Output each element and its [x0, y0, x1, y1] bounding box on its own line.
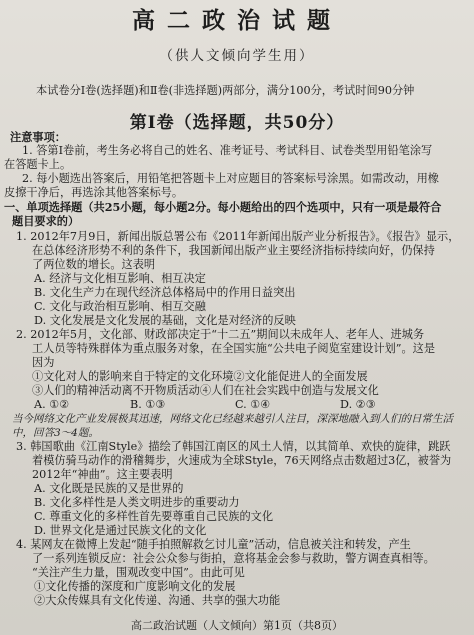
notes-heading: 注意事项： [10, 130, 66, 144]
q4-stem: 4. 某网友在微博上发起“随手拍照解救乞讨儿童”活动，信息被关注和转发，产生 [16, 538, 411, 551]
q2-stem: 因为 [32, 356, 55, 369]
handwritten-note: 当今网络文化产业发展极其迅速，网络文化已经越来越引人注目，深深地融入到人们的日常生活 [12, 413, 453, 425]
q2-stem: 工人员等特殊群体为重点服务对象，在全国实施“公共电子阅览室建设计划”。这是 [32, 342, 436, 355]
q1-stem: 在总体经济形势不利的条件下，我国新闻出版产业主要经济指标持续向好，仍保持 [32, 244, 435, 257]
q3-stem: 3. 韩国歌曲《江南Style》描绘了韩国江南区的风土人情，以其简单、欢快的旋律，跳跃 [16, 440, 451, 453]
exam-subtitle: （供人文倾向学生用） [159, 48, 315, 64]
q2-choice-a: A. ①② [34, 398, 70, 411]
q2-choice-b: B. ①③ [130, 398, 166, 411]
q1-stem: 1. 2012年7月9日，新闻出版总署公布《2011年新闻出版产业分析报告》。《报告》显示， [16, 230, 460, 243]
q1-option: C. 文化与政治相互影响、相互交融 [34, 300, 206, 313]
notes-line: 1. 答第Ⅰ卷前，考生务必将自己的姓名、准考证号、考试科目、试卷类型用铅笔涂写 [22, 144, 433, 157]
q4-option: ①文化传播的深度和广度影响文化的发展 [34, 580, 236, 593]
q2-choice-c: C. ①④ [235, 398, 271, 411]
q2-choice-d: D. ②③ [340, 398, 376, 411]
section-title: 第Ⅰ卷（选择题，共50分） [129, 113, 345, 133]
notes-line: 皮擦干净后，再选涂其他答案标号。 [4, 186, 184, 199]
exam-intro: 本试卷分Ⅰ卷(选择题)和Ⅱ卷(非选择题)两部分，满分100分，考试时间90分钟 [36, 84, 415, 97]
q3-option: B. 文化多样性是人类文明进步的重要动力 [34, 496, 240, 509]
q1-option: A. 经济与文化相互影响、相互决定 [34, 272, 206, 285]
q1-stem: 了两位数的增长。这表明 [32, 258, 156, 271]
page-footer: 高二政治试题（人文倾向）第1页（共8页） [131, 619, 343, 632]
q3-option: D. 世界文化是通过民族文化的文化 [34, 524, 207, 537]
part1-heading: 一、单项选择题（共25小题，每小题2分。每小题给出的四个选项中，只有一项是最符合 [4, 200, 442, 214]
q2-stem: 2. 2012年5月，文化部、财政部决定于“十二五”期间以未成年人、老年人、进城务 [16, 328, 425, 341]
q2-statements: ①文化对人的影响来自于特定的文化环境②文化能促进人的全面发展 [32, 370, 368, 383]
q1-option: B. 文化生产力在现代经济总体格局中的作用日益突出 [34, 286, 296, 299]
notes-line: 2. 每小题选出答案后，用铅笔把答题卡上对应题目的答案标号涂黑。如需改动，用橡 [22, 172, 439, 185]
q3-option: C. 尊重文化的多样性首先要尊重自己民族的文化 [34, 510, 274, 523]
q4-option: ②大众传媒具有文化传递、沟通、共享的强大功能 [34, 594, 281, 607]
exam-title: 高二政治试题 [132, 7, 342, 34]
handwritten-note: 中，回答3～4题。 [12, 427, 99, 439]
q3-stem: 2012年“神曲”。这主要表明 [32, 468, 173, 481]
q3-stem: 着模仿骑马动作的滑稽舞步，火速成为全球Style，76天网络点击数超过3亿，被誉为 [32, 454, 452, 467]
q4-stem: 了一系列连锁反应：社会公众参与街拍，意将基金会参与救助，警方调查真相等。 [32, 552, 435, 565]
q2-statements: ③人们的精神活动离不开物质活动④人们在社会实践中创造与发展文化 [32, 384, 379, 397]
q4-stem: “关注产生力量，围观改变中国”。由此可见 [32, 566, 245, 579]
q1-option: D. 文化发展是文化发展的基础，文化是对经济的反映 [34, 314, 296, 327]
part1-heading: 题目要求的） [12, 214, 80, 228]
q3-option: A. 文化既是民族的又是世界的 [34, 482, 184, 495]
notes-line: 在答题卡上。 [4, 158, 72, 171]
